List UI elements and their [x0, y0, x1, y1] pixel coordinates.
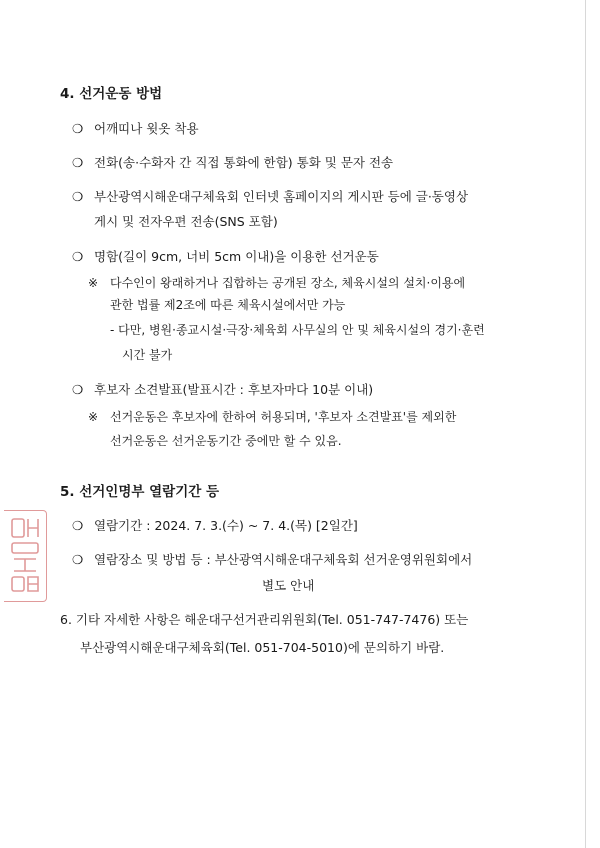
note-sub-line: - 다만, 병원·종교시설·극장·체육회 사무실의 안 및 체육시설의 경기·훈련: [110, 323, 485, 337]
bullet-text: 명함(길이 9cm, 너비 5cm 이내)을 이용한 선거운동: [94, 249, 379, 264]
bullet-item: [72, 189, 468, 205]
bullet-text: 전화(송·수화자 간 직접 통화에 한함) 통화 및 문자 전송: [94, 155, 394, 170]
circle-bullet-icon: ❍: [72, 249, 84, 264]
bullet-text: 부산광역시해운대구체육회 인터넷 홈페이지의 게시판 등에 글·동영상: [94, 189, 469, 204]
circle-bullet-icon: ❍: [72, 155, 84, 170]
bullet-text: 열람기간 : 2024. 7. 3.(수) ~ 7. 4.(목) [2일간]: [94, 518, 358, 533]
section6-line: 6. 기타 자세한 사항은 해운대구선거관리위원회(Tel. 051-747-7476) 또는: [60, 612, 469, 627]
circle-bullet-icon: ❍: [72, 552, 84, 567]
bullet-item: [72, 552, 472, 568]
bullet-item: [72, 518, 358, 534]
bullet-continuation: 별도 안내: [262, 578, 315, 593]
section4-heading: 4. 선거운동 방법: [60, 86, 163, 102]
bullet-text: 열람장소 및 방법 등 : 부산광역시해운대구체육회 선거운영위원회에서: [94, 552, 473, 567]
bullet-item: [72, 382, 373, 398]
bullet-item: [72, 249, 379, 265]
bullet-continuation: 게시 및 전자우편 전송(SNS 포함): [94, 214, 278, 229]
note-continuation: 관한 법률 제2조에 따른 체육시설에서만 가능: [110, 298, 346, 312]
circle-bullet-icon: ❍: [72, 121, 84, 136]
bullet-item: [72, 155, 393, 171]
note-continuation: 선거운동은 선거운동기간 중에만 할 수 있음.: [110, 434, 342, 448]
note-line: ※ 다수인이 왕래하거나 집합하는 공개된 장소, 체육시설의 설치·이용에: [88, 276, 466, 290]
scan-edge-line: [585, 0, 586, 848]
circle-bullet-icon: ❍: [72, 189, 84, 204]
note-line: ※ 선거운동은 후보자에 한하여 허용되며, '후보자 소견발표'를 제외한: [88, 410, 457, 424]
seal-icon: [4, 511, 46, 601]
note-sub-continuation: 시간 불가: [122, 348, 173, 362]
bullet-text: 어깨띠나 윗옷 착용: [94, 121, 199, 136]
official-seal-stamp: [4, 510, 47, 602]
bullet-text: 후보자 소견발표(발표시간 : 후보자마다 10분 이내): [94, 382, 374, 397]
circle-bullet-icon: ❍: [72, 518, 84, 533]
section5-heading: 5. 선거인명부 열람기간 등: [60, 484, 220, 500]
note-mark-icon: ※: [88, 276, 99, 290]
section6-continuation: 부산광역시해운대구체육회(Tel. 051-704-5010)에 문의하기 바람.: [80, 640, 445, 655]
bullet-item: [72, 121, 199, 137]
circle-bullet-icon: ❍: [72, 382, 84, 397]
note-mark-icon: ※: [88, 410, 99, 424]
